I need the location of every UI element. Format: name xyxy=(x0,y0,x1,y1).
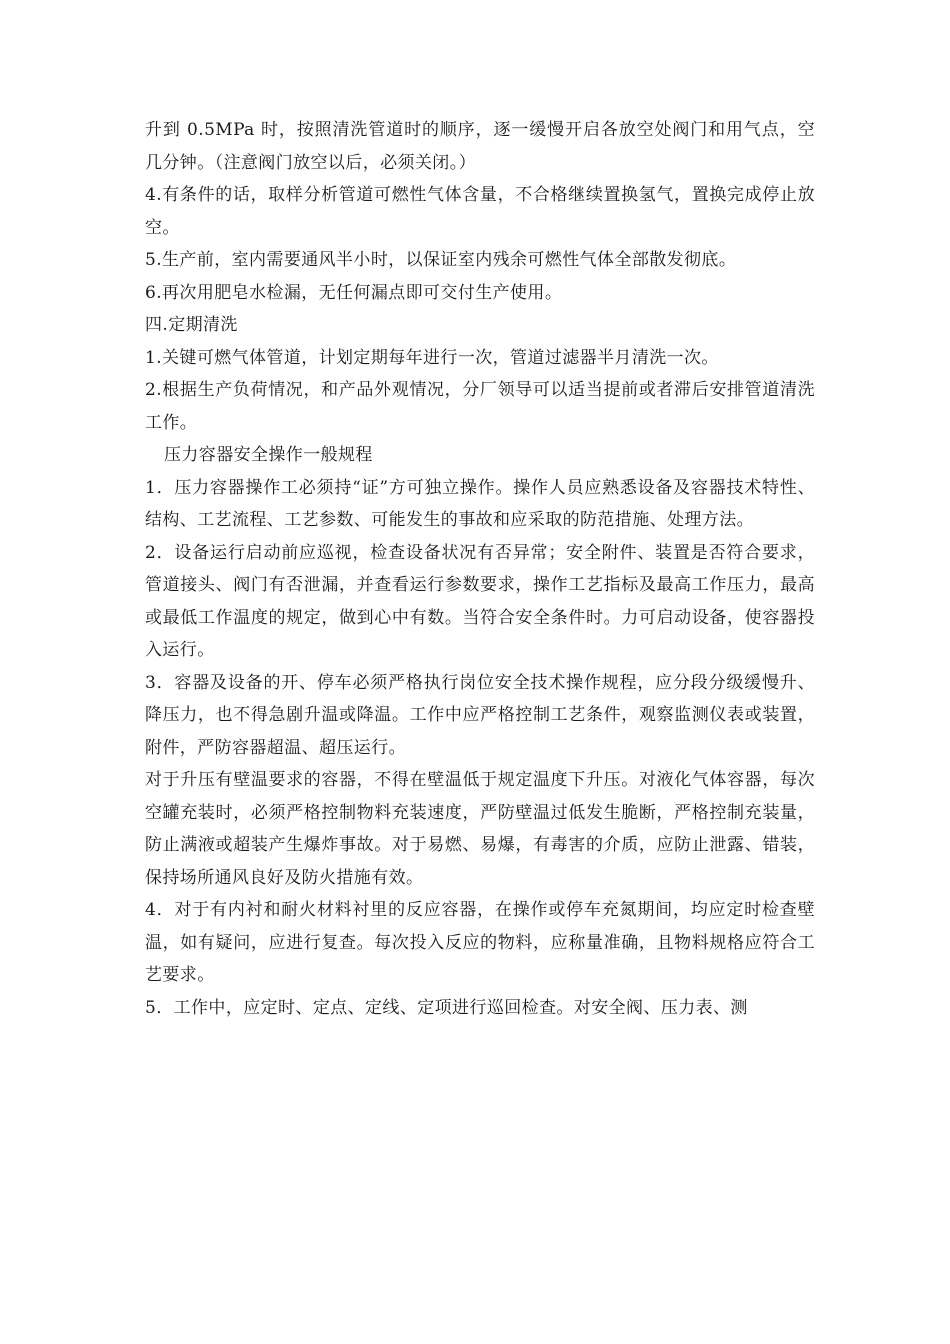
section-heading-pressure-vessel-rules: 压力容器安全操作一般规程 xyxy=(164,445,373,465)
paragraph-purge-venting: 升到 0.5MPa 时，按照清洗管道时的顺序，逐一缓慢开启各放空处阀门和用气点，空几分钟。（注意阀门放空以后，必须关闭。） xyxy=(145,120,815,173)
paragraph-rule-3-continued: 对于升压有壁温要求的容器，不得在壁温低于规定温度下升压。对液化气体容器，每次空罐充装时，必须严格控制物料充装速度，严防壁温过低发生脆断，严格控制充装量，防止满液或超装产生爆炸事故。对于易燃、易爆，有毒害的介质，应防止泄露、错装，保持场所通风良好及防火措施有效。 xyxy=(145,770,815,888)
paragraph-rule-4: 4．对于有内衬和耐火材料衬里的反应容器，在操作或停车充氮期间，均应定时检查壁温，如有疑问，应进行复查。每次投入反应的物料，应称量准确，且物料规格应符合工艺要求。 xyxy=(145,900,815,985)
paragraph-rule-5: 5．工作中，应定时、定点、定线、定项进行巡回检查。对安全阀、压力表、测 xyxy=(145,997,748,1018)
paragraph-cleaning-item-2: 2.根据生产负荷情况，和产品外观情况，分厂领导可以适当提前或者滞后安排管道清洗工作。 xyxy=(145,380,815,433)
paragraph-rule-1: 1．压力容器操作工必须持“证”方可独立操作。操作人员应熟悉设备及容器技术特性、结构、工艺流程、工艺参数、可能发生的事故和应采取的防范措施、处理方法。 xyxy=(145,477,815,530)
paragraph-cleaning-item-1: 1.关键可燃气体管道，计划定期每年进行一次，管道过滤器半月清洗一次。 xyxy=(145,347,719,368)
section-heading-periodic-cleaning: 四.定期清洗 xyxy=(145,315,238,335)
paragraph-step-4-sampling: 4.有条件的话，取样分析管道可燃性气体含量，不合格继续置换氢气，置换完成停止放空。 xyxy=(145,185,815,238)
paragraph-step-5-ventilation: 5.生产前，室内需要通风半小时，以保证室内残余可燃性气体全部散发彻底。 xyxy=(145,250,737,270)
paragraph-rule-3: 3．容器及设备的开、停车必须严格执行岗位安全技术操作规程，应分段分级缓慢升、降压力，也不得急剧升温或降温。工作中应严格控制工艺条件，观察监测仪表或装置，附件，严防容器超温、超压运行。 xyxy=(145,672,815,758)
paragraph-step-6-leak-test: 6.再次用肥皂水检漏，无任何漏点即可交付生产使用。 xyxy=(145,282,563,303)
paragraph-rule-2: 2．设备运行启动前应巡视，检查设备状况有否异常；安全附件、装置是否符合要求，管道接头、阀门有否泄漏，并查看运行参数要求，操作工艺指标及最高工作压力，最高或最低工作温度的规定，做到心中有数。当符合安全条件时。力可启动设备，使容器投入运行。 xyxy=(145,542,815,660)
document-page xyxy=(145,114,815,1024)
